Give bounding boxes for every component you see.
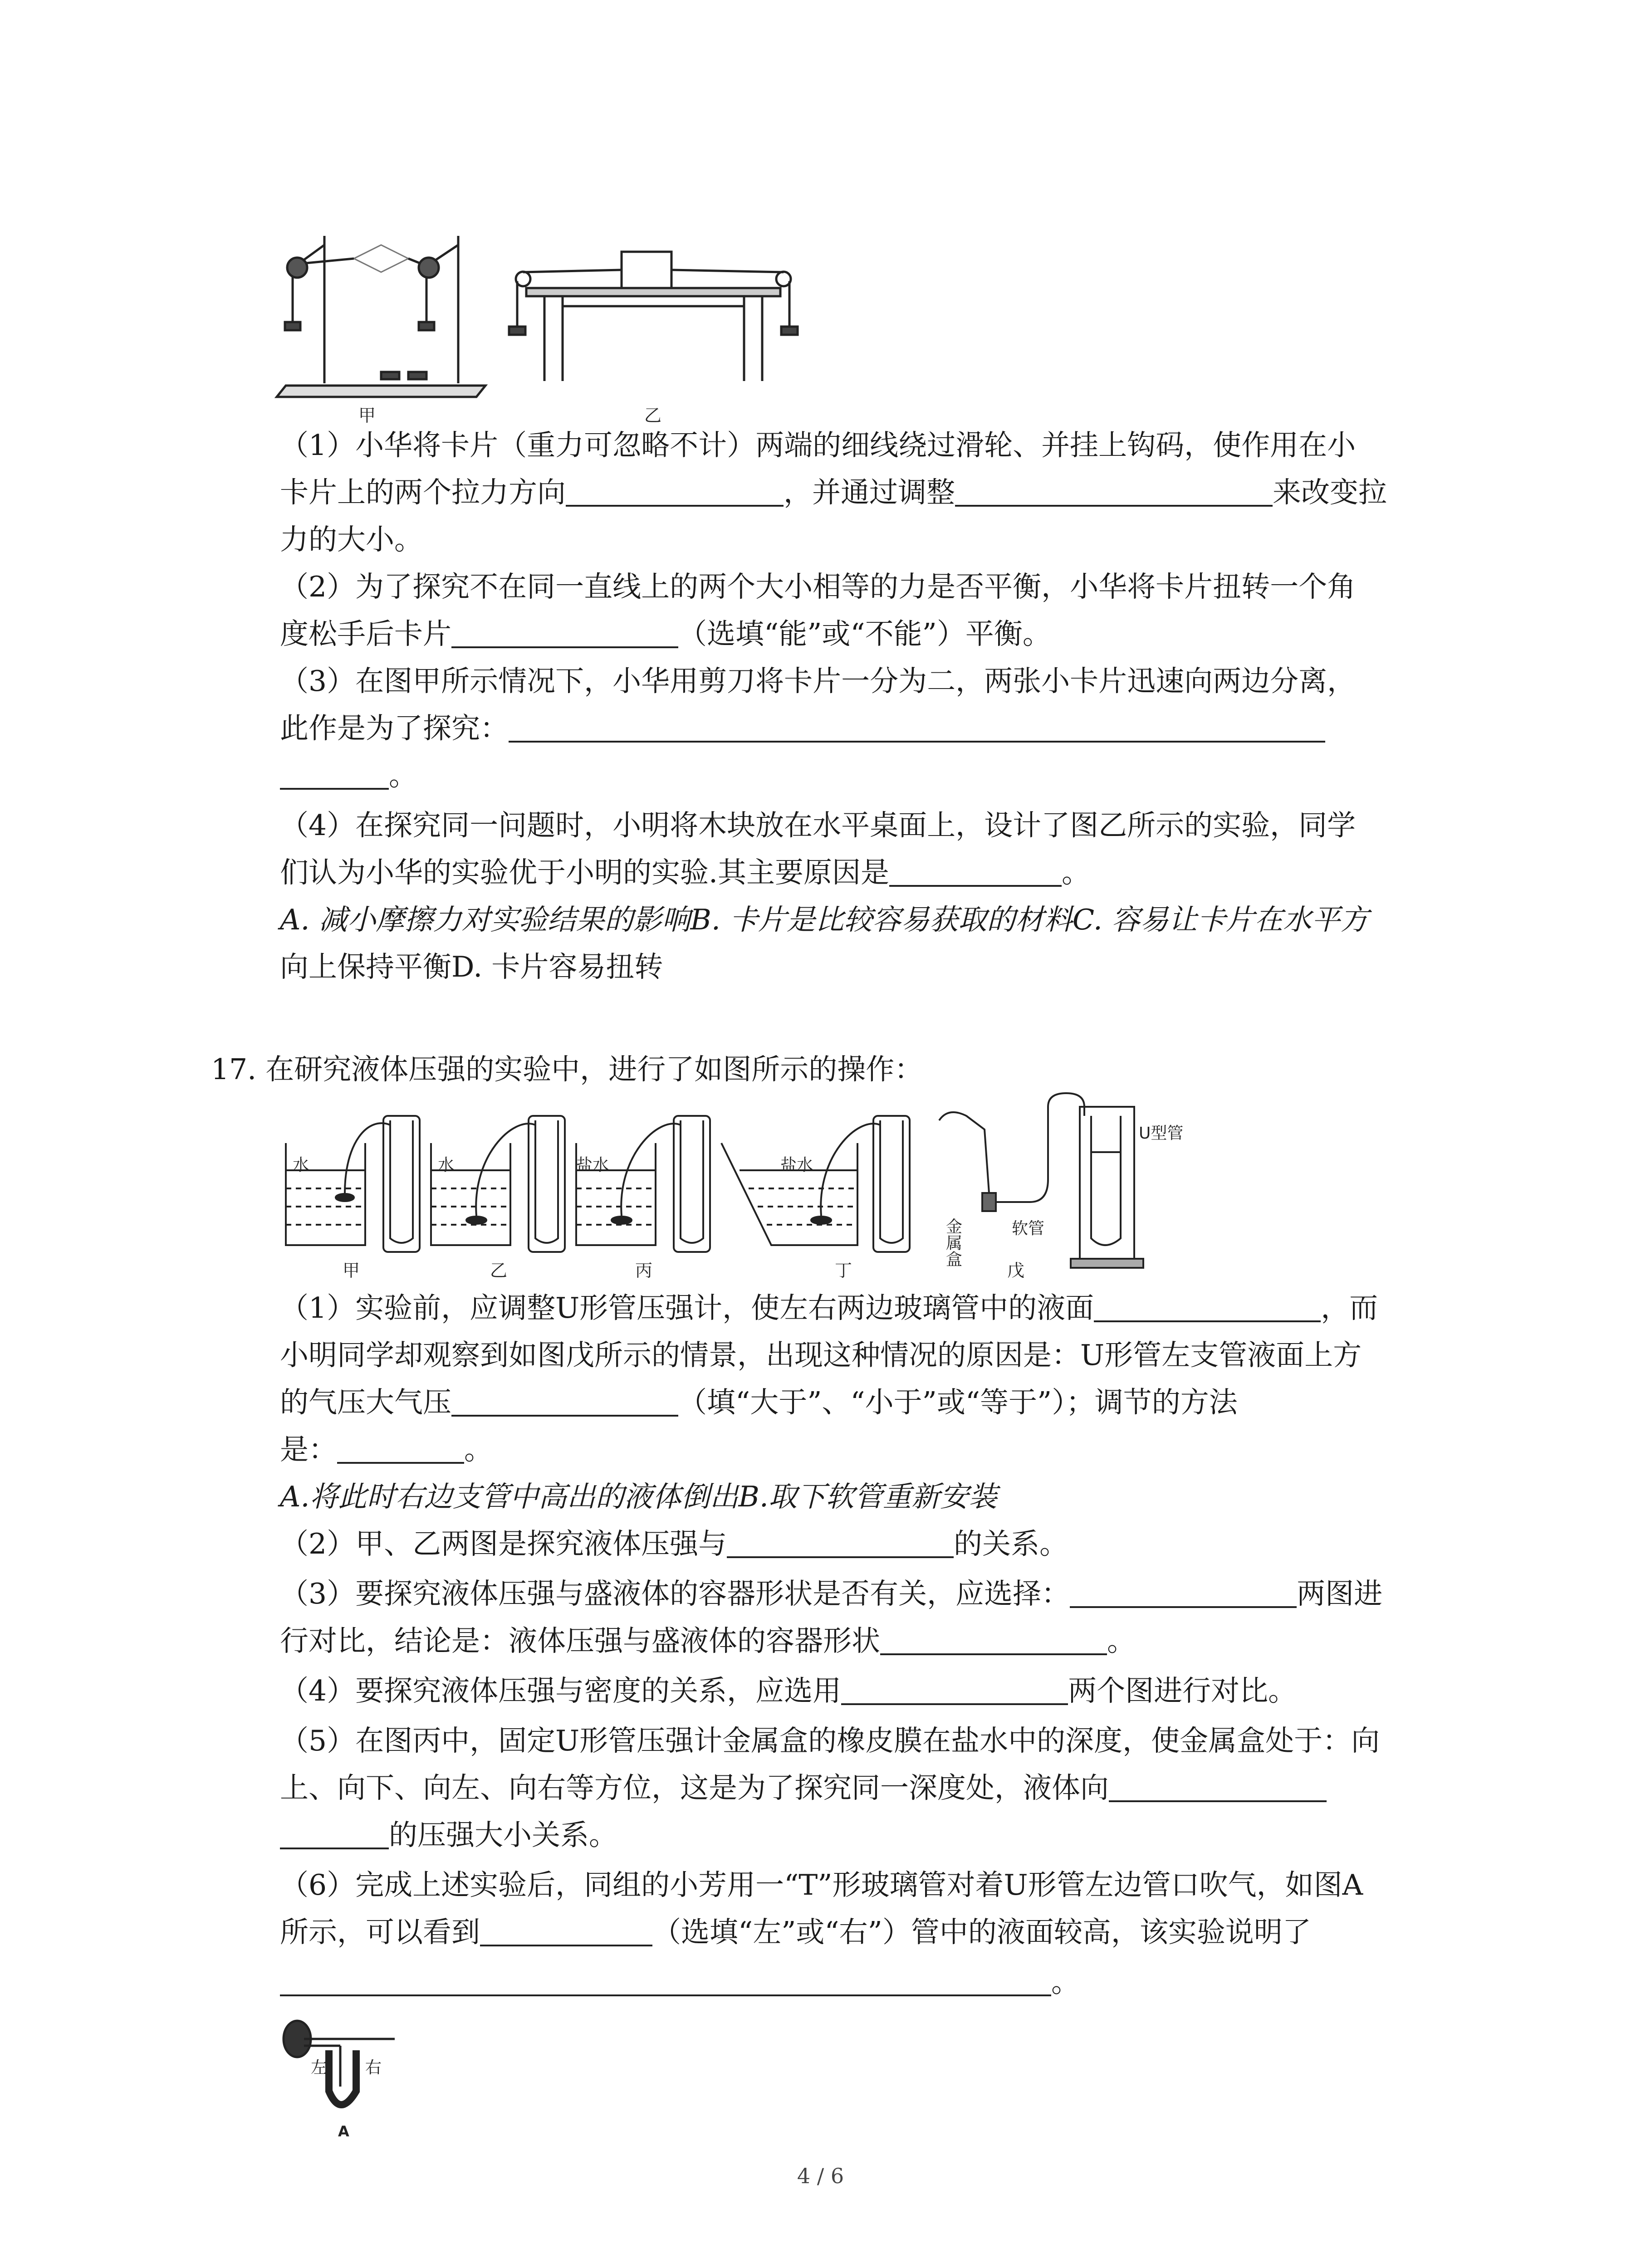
label-liquid-ding: 盐水 xyxy=(780,1156,813,1174)
figure-jia-apparatus xyxy=(277,236,485,397)
q16-answer-blank-reason[interactable] xyxy=(889,858,1062,887)
apparatus-wu xyxy=(939,1093,1143,1268)
label-hose: 软管 xyxy=(1012,1219,1045,1238)
page-number: 4 / 6 xyxy=(797,2164,844,2188)
q17-answer-blank-depth[interactable] xyxy=(727,1529,954,1558)
q16-answer-blank-purpose-cont[interactable] xyxy=(280,761,389,790)
q16-answer-blank-direction[interactable] xyxy=(566,478,784,507)
caption-fig2-wu: 戊 xyxy=(1007,1261,1025,1281)
q17-part5-line3: 的压强大小关系。 xyxy=(280,1817,1441,1853)
beaker-ding xyxy=(721,1116,910,1252)
label-liquid-bing: 盐水 xyxy=(576,1156,609,1174)
q17-answer-blank-shape-figs[interactable] xyxy=(1070,1579,1297,1608)
caption-jia: 甲 xyxy=(358,406,376,425)
q16-part3-line3: 。 xyxy=(280,758,1441,794)
q17-part1-line4: 是： 。 xyxy=(280,1433,493,1466)
q16-options-line1: A. 减小摩擦力对实验结果的影响B. 卡片是比较容易获取的材料C. 容易让卡片在水平方 xyxy=(280,903,1369,936)
q17-answer-blank-pressure[interactable] xyxy=(451,1388,678,1417)
q16-part4-line2: 们认为小华的实验优于小明的实验.其主要原因是 。 xyxy=(280,856,1091,889)
caption-fig2-ding: 丁 xyxy=(835,1261,852,1281)
figure-jia-yi xyxy=(272,218,817,417)
q16-part2-line2: 度松手后卡片 （选填“能”或“不能”）平衡。 xyxy=(280,617,1051,650)
q16-part2-line1: （2）为了探究不在同一直线上的两个大小相等的力是否平衡，小华将卡片扭转一个角 xyxy=(280,570,1356,603)
caption-yi: 乙 xyxy=(644,406,662,425)
figure-pressure-experiments xyxy=(277,1089,1207,1270)
q17-part1-line2: 小明同学却观察到如图戊所示的情景，出现这种情况的原因是：U形管左支管液面上方 xyxy=(280,1339,1362,1372)
q17-part3-line2: 行对比，结论是：液体压强与盛液体的容器形状 。 xyxy=(280,1624,1136,1657)
q17-part5-line1: （5）在图丙中，固定U形管压强计金属盒的橡皮膜在盐水中的深度，使金属盒处于：向 xyxy=(280,1724,1380,1757)
beaker-yi xyxy=(431,1116,565,1252)
q16-part3-line1: （3）在图甲所示情况下，小华用剪刀将卡片一分为二，两张小卡片迅速向两边分离， xyxy=(280,665,1356,698)
q17-answer-blank-side[interactable] xyxy=(480,1917,652,1946)
label-liquid-jia: 水 xyxy=(293,1156,309,1174)
q17-part6-line2: 所示，可以看到 （选填“左”或“右”）管中的液面较高，该实验说明了 xyxy=(280,1916,1311,1949)
q17-title: 17. 在研究液体压强的实验中，进行了如图所示的操作： xyxy=(211,1053,923,1086)
figure-a-caption: A xyxy=(338,2123,349,2140)
q16-answer-blank-adjust[interactable] xyxy=(955,478,1273,507)
q17-part1-line1: （1）实验前，应调整U形管压强计，使左右两边玻璃管中的液面 ，而 xyxy=(280,1291,1378,1325)
q16-part4-line1: （4）在探究同一问题时，小明将木块放在水平桌面上，设计了图乙所示的实验，同学 xyxy=(280,809,1356,842)
q17-answer-blank-explanation[interactable] xyxy=(280,1967,1051,1996)
figure-a-left-label: 左 xyxy=(311,2058,328,2077)
q17-part6-line3: 。 xyxy=(280,1964,1441,2000)
label-metal-box: 金属盒 xyxy=(943,1218,962,1267)
label-u-tube: U型管 xyxy=(1139,1124,1184,1143)
caption-fig2-yi: 乙 xyxy=(490,1261,508,1281)
figure-a xyxy=(277,2014,422,2141)
label-liquid-yi: 水 xyxy=(438,1156,455,1174)
q17-answer-blank-shape-conclusion[interactable] xyxy=(880,1626,1107,1655)
q17-part1-line3: 的气压大气压 （填“大于”、“小于”或“等于”）；调节的方法 xyxy=(280,1386,1238,1419)
q17-part6-line1: （6）完成上述实验后，同组的小芳用一“T”形玻璃管对着U形管左边管口吹气，如图A xyxy=(280,1868,1363,1901)
figure-yi-apparatus xyxy=(509,252,798,381)
q17-part4: （4）要探究液体压强与密度的关系，应选用 两个图进行对比。 xyxy=(280,1674,1297,1707)
beaker-bing xyxy=(576,1116,710,1252)
q17-part2: （2）甲、乙两图是探究液体压强与 的关系。 xyxy=(280,1527,1068,1560)
q17-answer-blank-direction-cont[interactable] xyxy=(280,1820,389,1849)
q16-part1-line2: 卡片上的两个拉力方向 ，并通过调整 来改变拉 xyxy=(280,476,1387,509)
q17-options: A.将此时右边支管中高出的液体倒出B.取下软管重新安装 xyxy=(280,1480,997,1513)
q17-part3-line1: （3）要探究液体压强与盛液体的容器形状是否有关，应选择： 两图进 xyxy=(280,1577,1383,1610)
q16-answer-blank-purpose[interactable] xyxy=(509,714,1325,743)
q17-answer-blank-method[interactable] xyxy=(337,1435,464,1464)
caption-fig2-jia: 甲 xyxy=(343,1261,360,1281)
q16-part1-line3: 力的大小。 xyxy=(280,523,423,556)
q16-part3-line2: 此作是为了探究： xyxy=(280,710,1441,747)
q16-answer-blank-balance[interactable] xyxy=(451,619,678,648)
figure-a-right-label: 右 xyxy=(365,2058,382,2077)
beaker-jia xyxy=(286,1116,420,1252)
q17-answer-blank-level[interactable] xyxy=(1094,1293,1321,1322)
q17-answer-blank-density[interactable] xyxy=(841,1676,1068,1705)
q16-part1-line1: （1）小华将卡片（重力可忽略不计）两端的细线绕过滑轮、并挂上钩码，使作用在小 xyxy=(280,429,1356,462)
caption-fig2-bing: 丙 xyxy=(635,1261,653,1281)
q16-options-line2: 向上保持平衡D. 卡片容易扭转 xyxy=(280,950,663,983)
q17-answer-blank-direction[interactable] xyxy=(1109,1773,1327,1802)
q17-part5-line2: 上、向下、向左、向右等方位，这是为了探究同一深度处，液体向 xyxy=(280,1770,1441,1806)
